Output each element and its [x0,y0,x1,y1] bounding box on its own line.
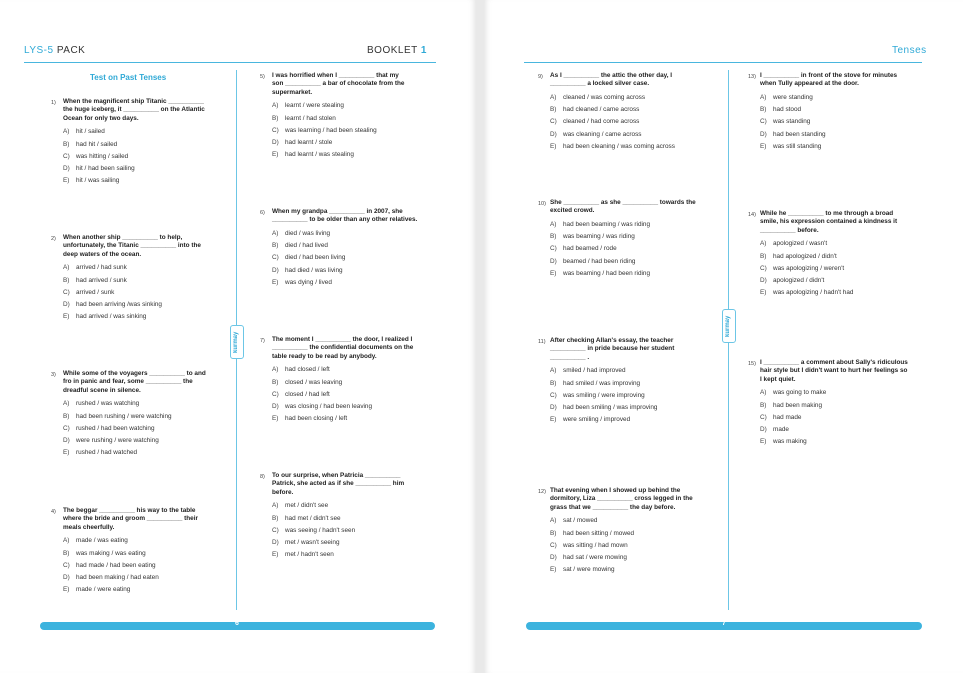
option-letter: D) [760,277,767,285]
option-text: met / wasn't seeing [285,539,340,547]
option-letter: C) [63,152,70,160]
option-letter: C) [550,541,557,549]
answer-option [760,389,948,397]
answer-option [272,230,460,238]
question-12 [538,487,738,579]
option-text: were smiling / improved [563,416,631,424]
question-4 [51,507,251,599]
option-letter: B) [63,412,70,420]
option-text: had been smiling / was improving [563,404,658,412]
option-letter: A) [272,366,279,374]
answer-option [63,289,251,297]
option-letter: E) [550,566,557,574]
option-text: hit / was sailing [76,177,120,185]
option-letter: B) [760,401,767,409]
option-letter: E) [272,415,279,423]
option-text: met / hadn't seen [285,551,334,559]
option-letter: A) [550,220,557,228]
answer-option [272,551,460,559]
option-text: rushed / had watched [76,449,138,457]
option-text: was beaming / was riding [563,233,635,241]
answer-option [550,416,738,424]
question-number: 10) [538,201,546,207]
brand-logo [230,325,244,359]
option-text: was seeing / hadn't seen [285,526,356,534]
answer-option [272,115,460,123]
option-letter: A) [760,93,767,101]
option-text: apologized / didn't [773,277,825,285]
option-letter: D) [63,165,70,173]
question-number: 1) [51,100,56,106]
question-stem: As I __________ the attic the other day, I __________ a locked silver case. [550,72,673,88]
option-text: had been arriving /was sinking [76,301,162,309]
question-15 [748,359,948,451]
option-letter: B) [760,252,767,260]
answer-option [550,404,738,412]
answer-option [550,542,738,550]
option-text: apologized / wasn't [773,240,828,248]
question-stem: The moment I __________ the door, I realized I __________ the confidential documents on the table ready to be read by anybody. [272,336,414,360]
question-13 [748,72,948,155]
answer-option [272,254,460,262]
option-text: closed / had left [285,390,330,398]
option-text: had met / didn't see [285,514,341,522]
answer-option [550,143,738,151]
option-letter: C) [272,526,279,534]
option-letter: E) [63,177,70,185]
answer-option [63,574,251,582]
answer-option [760,277,948,285]
option-letter: B) [272,242,279,250]
option-text: had died / was living [285,266,343,274]
answer-option [272,151,460,159]
answer-option [272,242,460,250]
option-letter: A) [760,240,767,248]
option-text: sat / mowed [563,517,598,525]
option-text: was dying / lived [285,279,332,286]
option-text: had sat / were mowing [563,554,627,562]
test-title: Test on Past Tenses [90,73,167,82]
option-letter: A) [550,93,557,101]
answer-option [550,233,738,241]
option-letter: E) [272,279,279,286]
question-stem: To our surprise, when Patricia __________ Patrick, she acted as if she __________ him before. [272,472,405,496]
option-text: was beaming / had been riding [563,270,651,277]
answer-option [550,118,738,126]
option-letter: A) [550,367,557,375]
option-letter: B) [272,114,279,122]
option-letter: C) [63,424,70,432]
option-text: had been beaming / was riding [563,220,651,228]
option-text: had been making / had eaten [76,574,159,582]
answer-option [550,530,738,538]
option-text: smiled / had improved [563,367,626,375]
option-letter: B) [550,379,557,387]
question-stem: When my grandpa __________ in 2007, she __________ to be older than any other relatives. [272,208,418,224]
booklet-label [367,45,427,56]
option-letter: C) [550,391,557,399]
option-letter: C) [272,390,279,398]
question-stem: I __________ in front of the stove for minutes when Tully appeared at the door. [760,72,898,88]
question-14 [748,210,948,302]
answer-option [760,426,948,434]
option-letter: C) [272,254,279,262]
booklet-text: BOOKLET [367,45,418,56]
option-text: had been cleaning / was coming across [563,143,675,150]
option-letter: A) [550,517,557,525]
option-text: was learning / had been stealing [285,126,377,134]
question-stem: She __________ as she __________ towards the excited crowd. [550,199,696,215]
option-text: met / didn't see [285,502,329,510]
option-text: had smiled / was improving [563,379,641,387]
answer-option [550,221,738,229]
header-divider [24,62,436,63]
option-text: cleaned / had come across [563,118,640,126]
pack-label: PACK [56,45,86,56]
answer-option [63,537,251,545]
header-divider-right [524,62,922,63]
option-letter: A) [63,128,70,136]
question-number: 13) [748,74,756,80]
option-text: had been making [773,401,823,409]
answer-option [550,392,738,400]
brand-logo-text-right: kurmay [725,315,731,337]
answer-option [63,586,251,594]
question-stem: The beggar __________ his way to the table where the bride and groom __________ their meals cheerfully. [63,507,198,531]
answer-option [760,402,948,410]
option-text: had stood [773,106,802,114]
option-letter: D) [760,426,767,434]
answer-option [550,94,738,102]
option-letter: D) [550,257,557,265]
option-letter: C) [760,118,767,126]
option-letter: C) [760,413,767,421]
series-label [24,45,85,56]
question-9 [538,72,738,155]
answer-option [550,245,738,253]
page-number-right: 7 [722,620,726,627]
question-5 [260,72,460,164]
question-stem: After checking Allan's essay, the teacher __________ in pride because her student __________ . [550,337,675,361]
question-number: 8) [260,474,265,480]
answer-option [550,131,738,139]
option-text: was hitting / sailed [76,152,129,160]
answer-option [63,177,251,185]
question-7 [260,336,460,428]
option-letter: A) [760,389,767,397]
question-10 [538,199,738,282]
option-text: had made [773,413,802,421]
option-text: was cleaning / came across [563,130,642,138]
option-text: rushed / had been watching [76,424,155,432]
question-number: 15) [748,361,756,367]
answer-option [63,277,251,285]
option-text: died / had been living [285,254,346,262]
answer-option [760,240,948,248]
answer-option [760,106,948,114]
answer-option [272,279,460,287]
option-letter: E) [272,551,279,559]
option-letter: E) [63,313,70,321]
subject-label: Tenses [892,45,927,56]
option-text: made / was eating [76,537,128,545]
option-letter: B) [63,140,70,148]
option-letter: D) [272,266,279,274]
answer-option [550,554,738,562]
answer-option [760,131,948,139]
answer-option [63,301,251,309]
option-text: was closing / had been leaving [285,403,373,411]
question-number: 12) [538,489,546,495]
option-text: made [773,426,789,434]
option-text: had closed / left [285,366,330,374]
option-text: made / were eating [76,586,131,594]
answer-option [550,566,738,574]
answer-option [550,380,738,388]
option-text: had been closing / left [285,415,348,423]
question-stem: While some of the voyagers __________ to and fro in panic and fear, some __________ the dreadful scene in silence. [63,370,206,394]
option-text: arrived / had sunk [76,264,127,272]
answer-option [272,539,460,547]
question-stem: I was horrified when I __________ that my son __________ a bar of chocolate from the supermarket. [272,72,405,96]
option-text: was going to make [773,389,827,397]
option-letter: B) [63,276,70,284]
option-letter: B) [272,514,279,522]
option-letter: A) [63,400,70,408]
option-letter: E) [760,289,767,297]
option-text: were rushing / were watching [76,437,159,445]
option-text: had been sitting / mowed [563,529,635,537]
question-stem: When another ship __________ to help, unfortunately, the Titanic __________ into the deep waters of the ocean. [63,234,201,258]
option-letter: D) [63,437,70,445]
question-stem: I __________ a comment about Sally's ridiculous hair style but I didn't want to hurt her feelings so I kept quiet. [760,359,908,383]
option-letter: A) [272,502,279,510]
answer-option [63,437,251,445]
option-text: had beamed / rode [563,245,617,253]
option-letter: A) [63,264,70,272]
answer-option [63,165,251,173]
answer-option [63,550,251,558]
question-stem: When the magnificent ship Titanic __________ the huge iceberg, it __________ on the Atlantic Ocean for only two days. [63,98,205,122]
option-letter: C) [550,245,557,253]
answer-option [550,270,738,278]
series-name: LYS-5 [24,45,54,56]
option-letter: D) [550,130,557,138]
answer-option [63,128,251,136]
option-text: learnt / were stealing [285,102,344,110]
answer-option [63,413,251,421]
question-number: 4) [51,509,56,515]
option-text: hit / sailed [76,128,105,136]
option-text: sat / were mowing [563,566,615,574]
option-letter: E) [550,270,557,277]
option-letter: E) [760,143,767,150]
question-8 [260,472,460,564]
option-letter: D) [550,554,557,562]
option-text: was smiling / were improving [563,391,645,399]
brand-logo-text: kurmay [233,331,239,353]
answer-option [550,106,738,114]
answer-option [272,502,460,510]
option-letter: C) [550,118,557,126]
answer-option [63,141,251,149]
option-letter: D) [272,403,279,411]
question-number: 2) [51,236,56,242]
answer-option [760,414,948,422]
answer-option [550,367,738,375]
option-text: had hit / sailed [76,140,118,148]
option-letter: E) [550,143,557,150]
answer-option [760,118,948,126]
booklet-number: 1 [420,45,427,56]
answer-option [63,400,251,408]
answer-option [272,415,460,423]
answer-option [272,527,460,535]
option-text: cleaned / was coming across [563,93,646,101]
question-number: 3) [51,372,56,378]
answer-option [550,517,738,525]
option-letter: D) [63,301,70,309]
answer-option [63,425,251,433]
question-stem: That evening when I showed up behind the dormitory, Liza __________ cross legged in the grass that we __________ the day before. [550,487,693,511]
question-number: 5) [260,74,265,80]
option-letter: D) [272,139,279,147]
answer-option [272,267,460,275]
option-letter: E) [63,586,70,594]
answer-option [63,153,251,161]
option-letter: D) [272,539,279,547]
option-text: had arrived / sunk [76,276,127,284]
option-letter: E) [272,151,279,159]
option-text: rushed / was watching [76,400,140,408]
option-letter: A) [272,102,279,110]
answer-option [760,289,948,297]
answer-option [272,139,460,147]
option-letter: E) [63,449,70,457]
option-text: had been standing [773,130,826,138]
right-page [484,0,963,673]
option-text: had been rushing / were watching [76,412,172,420]
option-text: was making [773,438,807,446]
question-3 [51,370,251,462]
option-letter: C) [272,126,279,134]
option-letter: B) [550,106,557,114]
option-text: died / was living [285,229,331,237]
question-number: 7) [260,338,265,344]
option-text: had learnt / stole [285,139,333,147]
option-text: was making / was eating [76,549,146,557]
option-letter: C) [760,264,767,272]
option-letter: B) [760,106,767,114]
question-stem: While he __________ to me through a broad smile, his expression contained a kindness it __________ before. [760,210,898,234]
question-2 [51,234,251,326]
answer-option [272,403,460,411]
option-text: hit / had been sailing [76,165,135,173]
option-letter: E) [760,438,767,446]
option-letter: A) [272,229,279,237]
option-text: were standing [773,93,813,101]
option-letter: A) [63,537,70,545]
answer-option [272,366,460,374]
option-letter: E) [550,416,557,424]
left-page [0,0,476,673]
option-letter: D) [550,404,557,412]
option-text: learnt / had stolen [285,114,336,122]
answer-option [63,264,251,272]
question-6 [260,208,460,291]
answer-option [63,562,251,570]
answer-option [760,94,948,102]
answer-option [272,515,460,523]
option-letter: C) [63,288,70,296]
question-11 [538,337,738,429]
answer-option [272,127,460,135]
answer-option [760,143,948,151]
option-text: had learnt / was stealing [285,151,354,159]
question-number: 11) [538,339,546,345]
option-letter: B) [550,529,557,537]
option-text: was sitting / had mown [563,541,628,549]
question-number: 6) [260,210,265,216]
answer-option [272,379,460,387]
option-text: had cleaned / came across [563,106,640,114]
answer-option [760,265,948,273]
option-text: beamed / had been riding [563,257,636,265]
option-text: had apologized / didn't [773,252,837,260]
option-text: had arrived / was sinking [76,313,147,321]
option-letter: C) [63,561,70,569]
option-text: died / had lived [285,242,328,250]
option-letter: B) [272,378,279,386]
answer-option [63,449,251,457]
answer-option [760,438,948,446]
answer-option [272,102,460,110]
option-text: was standing [773,118,811,126]
option-letter: B) [63,549,70,557]
answer-option [760,253,948,261]
question-number: 14) [748,212,756,218]
answer-option [272,391,460,399]
option-text: had made / had been eating [76,561,156,569]
option-letter: B) [550,233,557,241]
answer-option [550,258,738,266]
option-text: was still standing [773,143,822,150]
option-text: was apologizing / hadn't had [773,289,854,297]
question-1 [51,98,251,190]
option-text: arrived / sunk [76,288,115,296]
answer-option [63,313,251,321]
question-number: 9) [538,74,543,80]
page-number-left: 6 [235,620,239,627]
option-text: closed / was leaving [285,378,343,386]
option-text: was apologizing / weren't [773,264,845,272]
option-letter: D) [63,574,70,582]
option-letter: D) [760,130,767,138]
